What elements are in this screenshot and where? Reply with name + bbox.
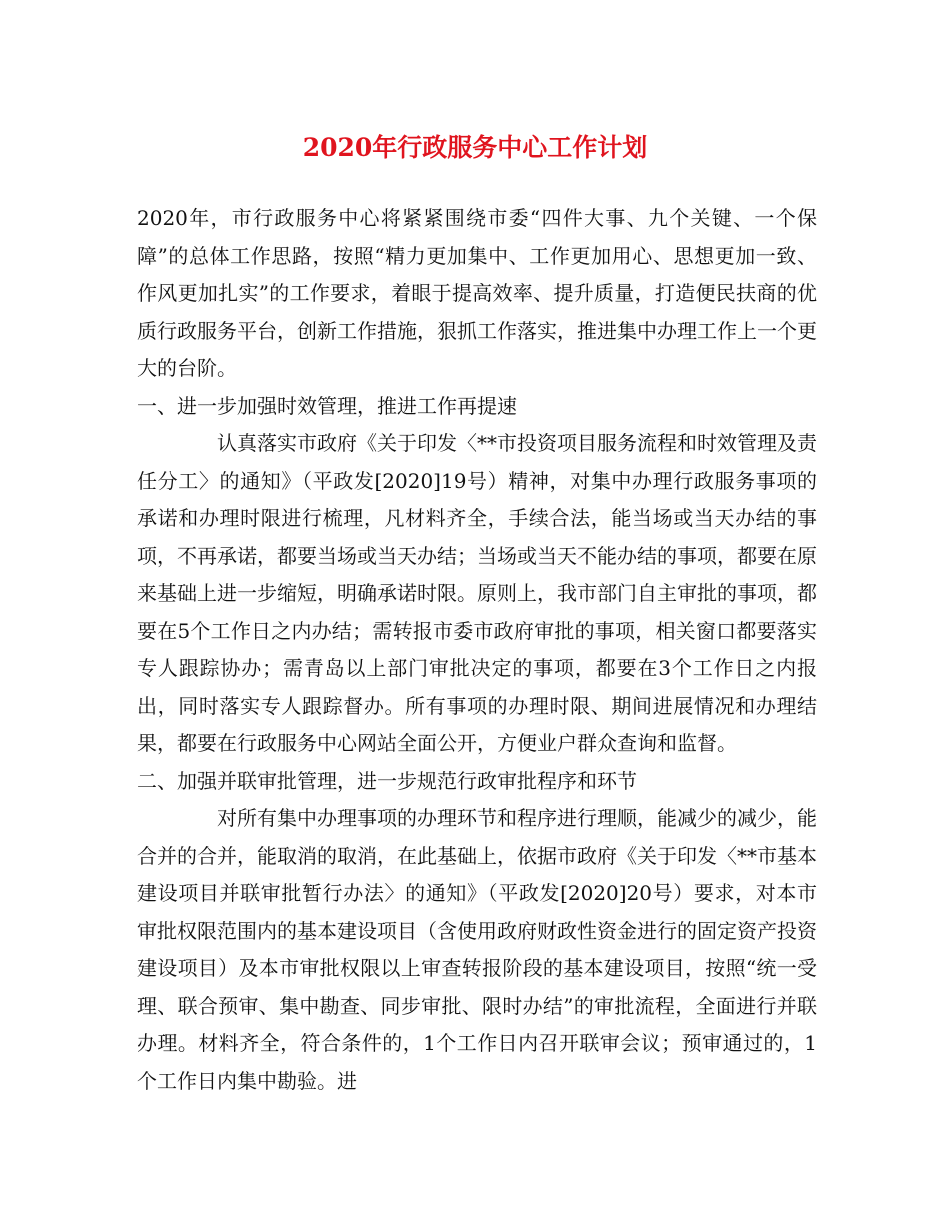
section-1-heading: 一、进一步加强时效管理，推进工作再提速 [137, 393, 517, 418]
document-title: 2020年行政服务中心工作计划 [302, 133, 648, 162]
section-1-paragraph: 认真落实市政府《关于印发〈**市投资项目服务流程和时效管理及责任分工〉的通知》（平政发[2020]19号）精神，对集中办理行政服务事项的承诺和办理时限进行梳理，凡材料齐全，手续合法，能当场或当天办结的事项，不再承诺，都要当场或当天办结；当场或当天不能办结的事项，都要在原来基础上进一步缩短，明确承诺时限。原则上，我市部门自主审批的事项，都要在5个工作日之内办结；需转报市委市政府审批的事项，相关窗口都要落实专人跟踪协办；需青岛以上部门审批决定的事项，都要在3个工作日之内报出，同时落实专人跟踪督办。所有事项的办理时限、期间进展情况和办理结果，都要在行政服务中心网站全面公开，方便业户群众查询和监督。 [137, 431, 817, 755]
section-2-paragraph: 对所有集中办理事项的办理环节和程序进行理顺，能减少的减少，能合并的合并，能取消的取消，在此基础上，依据市政府《关于印发〈**市基本建设项目并联审批暂行办法〉的通知》（平政发[2020]20号）要求，对本市审批权限范围内的基本建设项目（含使用政府财政性资金进行的固定资产投资建设项目）及本市审批权限以上审查转报阶段的基本建设项目，按照“统一受理、联合预审、集中勘查、同步审批、限时办结”的审批流程，全面进行并联办理。材料齐全，符合条件的，1个工作日内召开联审会议；预审通过的，1个工作日内集中勘验。进 [137, 806, 817, 1093]
section-2-heading: 二、加强并联审批管理，进一步规范行政审批程序和环节 [137, 768, 637, 793]
intro-paragraph: 2020年，市行政服务中心将紧紧围绕市委“四件大事、九个关键、一个保障”的总体工作思路，按照“精力更加集中、工作更加用心、思想更加一致、作风更加扎实”的工作要求，着眼于提高效率、提升质量，打造便民扶商的优质行政服务平台，创新工作措施，狠抓工作落实，推进集中办理工作上一个更大的台阶。 [137, 206, 817, 380]
document-body [137, 200, 817, 1100]
